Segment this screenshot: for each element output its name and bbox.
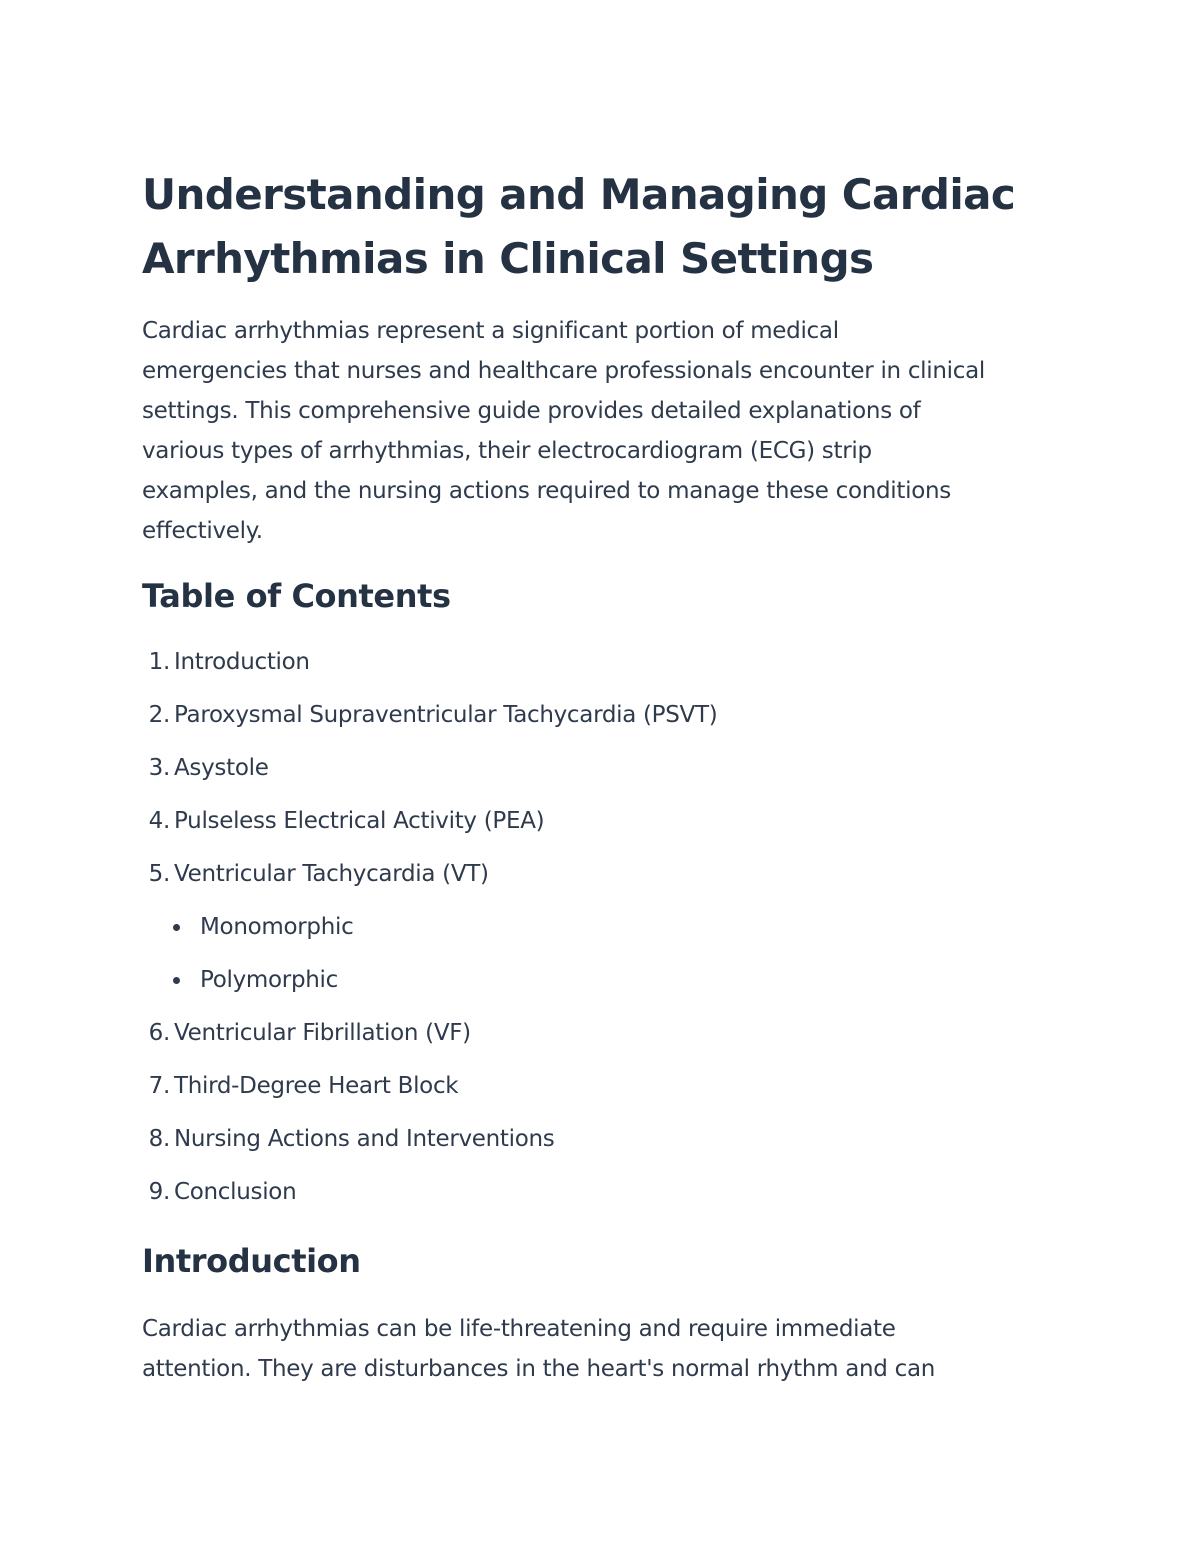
toc-subitem-monomorphic[interactable] (200, 907, 353, 947)
toc-item-heart-block[interactable] (142, 1066, 458, 1106)
page-title (142, 163, 1015, 291)
toc-item-number: 5. (148, 861, 170, 887)
toc-item-number: 4. (148, 808, 170, 834)
toc-item-vf[interactable] (142, 1013, 471, 1053)
intro-paragraph-line: Cardiac arrhythmias represent a significant portion of medical (142, 318, 839, 344)
intro-paragraph-line: effectively. (142, 518, 263, 544)
toc-item-label: Ventricular Tachycardia (VT) (174, 861, 489, 887)
toc-item-label: Ventricular Fibrillation (VF) (174, 1020, 471, 1046)
toc-heading: Table of Contents (142, 577, 451, 615)
toc-item-number: 2. (148, 702, 170, 728)
toc-item-label: Third-Degree Heart Block (174, 1073, 459, 1099)
toc-item-number: 7. (148, 1073, 170, 1099)
toc-item-number: 9. (148, 1179, 170, 1205)
toc-subitem-label: Polymorphic (200, 967, 338, 993)
toc-subitem-polymorphic[interactable] (200, 960, 338, 1000)
introduction-body (142, 1309, 935, 1389)
introduction-heading: Introduction (142, 1242, 361, 1280)
toc-item-asystole[interactable] (142, 748, 269, 788)
intro-paragraph-line: settings. This comprehensive guide provides detailed explanations of (142, 398, 921, 424)
toc-item-pea[interactable] (142, 801, 544, 841)
toc-item-label: Asystole (174, 755, 269, 781)
introduction-body-line: Cardiac arrhythmias can be life-threatening and require immediate (142, 1316, 896, 1342)
toc-item-vt[interactable] (142, 854, 489, 894)
toc-item-psvt[interactable] (142, 695, 717, 735)
intro-paragraph-line: examples, and the nursing actions required to manage these conditions (142, 478, 951, 504)
toc-item-label: Conclusion (174, 1179, 297, 1205)
intro-paragraph-line: various types of arrhythmias, their electrocardiogram (ECG) strip (142, 438, 872, 464)
toc-item-label: Introduction (174, 649, 310, 675)
toc-item-number: 1. (148, 649, 170, 675)
intro-paragraph-line: emergencies that nurses and healthcare professionals encounter in clinical (142, 358, 985, 384)
toc-item-nursing-actions[interactable] (142, 1119, 554, 1159)
toc-item-introduction[interactable] (142, 642, 310, 682)
toc-item-conclusion[interactable] (142, 1172, 296, 1212)
toc-item-number: 3. (148, 755, 170, 781)
toc-item-number: 6. (148, 1020, 170, 1046)
intro-paragraph (142, 311, 1072, 551)
bullet-icon (173, 977, 180, 984)
toc-subitem-label: Monomorphic (200, 914, 354, 940)
title-line-1: Understanding and Managing Cardiac (142, 170, 1016, 219)
toc-item-label: Nursing Actions and Interventions (174, 1126, 555, 1152)
introduction-body-line: attention. They are disturbances in the heart's normal rhythm and can (142, 1356, 936, 1382)
bullet-icon (173, 924, 180, 931)
toc-item-label: Pulseless Electrical Activity (PEA) (174, 808, 545, 834)
toc-item-number: 8. (148, 1126, 170, 1152)
title-line-2: Arrhythmias in Clinical Settings (142, 234, 874, 283)
toc-item-label: Paroxysmal Supraventricular Tachycardia (PSVT) (174, 702, 718, 728)
